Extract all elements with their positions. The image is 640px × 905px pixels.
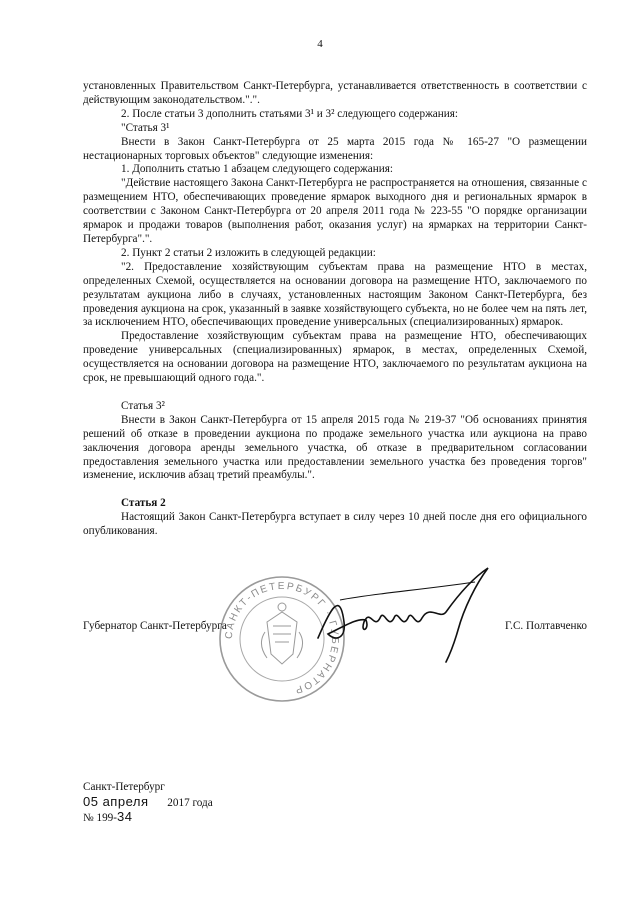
seal-text: САНКТ-ПЕТЕРБУРГ · ГУБЕРНАТОР xyxy=(223,580,341,696)
paragraph: Внести в Закон Санкт-Петербурга от 15 апреля 2015 года № 219-37 "Об основаниях принятия решений об отказе в проведении аукциона по продаже земельного участка или аукциона на право заключения договора аренды земельного участка, об отказе в предварительном согласовании предоставления земельного участка или предоставлении земельного участка без проведения торгов" изменение, исключив абзац третий преамбулы.". xyxy=(83,413,587,482)
place-of-signing: Санкт-Петербург xyxy=(83,781,165,793)
paragraph: установленных Правительством Санкт-Петербурга, устанавливается ответственность в соответствии с действующим законодательством.".". xyxy=(83,80,587,106)
page-number: 4 xyxy=(317,38,323,50)
paragraph: Предоставление хозяйствующим субъектам права на размещение НТО, обеспечивающих проведение универсальных (специализированных) ярмарок, в местах, определенных Схемой, осуществляется на основании договора на размещение НТО, заключаемого по результатам аукциона на срок, не превышающий одного года.". xyxy=(83,330,587,385)
paragraph: 1. Дополнить статью 1 абзацем следующего содержания: xyxy=(121,163,393,176)
signing-date xyxy=(83,795,213,811)
document-body xyxy=(83,80,587,539)
date-year: 2017 года xyxy=(167,796,213,809)
law-number-value: 34 xyxy=(116,809,133,824)
paragraph: 2. Пункт 2 статьи 2 изложить в следующей редакции: xyxy=(121,246,376,259)
law-number-prefix: № 199- xyxy=(83,812,117,824)
document-footer xyxy=(83,781,213,826)
paragraph: Настоящий Закон Санкт-Петербурга вступает в силу через 10 дней после дня его официального опубликования. xyxy=(83,511,587,538)
article-heading: Статья 3² xyxy=(121,399,165,412)
paragraph: 2. После статьи 3 дополнить статьями 3¹ и 3² следующего содержания: xyxy=(121,107,458,120)
signatory-title: Губернатор Санкт-Петербурга xyxy=(83,620,227,632)
paragraph: "Действие настоящего Закона Санкт-Петербурга не распространяется на отношения, связанные с размещением НТО, обеспечивающих проведение ярмарок выходного дня и региональных ярмарок в соответствии с Законом Санкт-Петербурга от 20 апреля 2011 года № 223-55 "О порядке организации ярмарок и продажи товаров (выполнения работ, оказания услуг) на ярмарках на территории Санкт-Петербурга".". xyxy=(83,177,587,245)
paragraph: "2. Предоставление хозяйствующим субъектам права на размещение НТО в местах, определенных Схемой, осуществляется на основании договора на размещение НТО, заключаемого по результатам аукциона либо в случаях, установленных настоящим Законом Санкт-Петербурга, без проведения аукциона на срок, указанный в заявке хозяйствующего субъекта, но не более чем на пять лет, за исключением НТО, обеспечивающих проведение универсальных (специализированных) ярмарок. xyxy=(83,260,587,329)
law-number xyxy=(83,810,213,826)
paragraph: Внести в Закон Санкт-Петербурга от 25 марта 2015 года № 165-27 "О размещении нестационарных торговых объектов" следующие изменения: xyxy=(83,135,587,162)
signatory-name: Г.С. Полтавченко xyxy=(504,620,587,632)
handwritten-signature xyxy=(300,560,510,665)
date-day-month: 05 апреля xyxy=(83,793,149,809)
article-heading: Статья 2 xyxy=(121,497,166,510)
article-heading: "Статья 3¹ xyxy=(121,121,170,134)
